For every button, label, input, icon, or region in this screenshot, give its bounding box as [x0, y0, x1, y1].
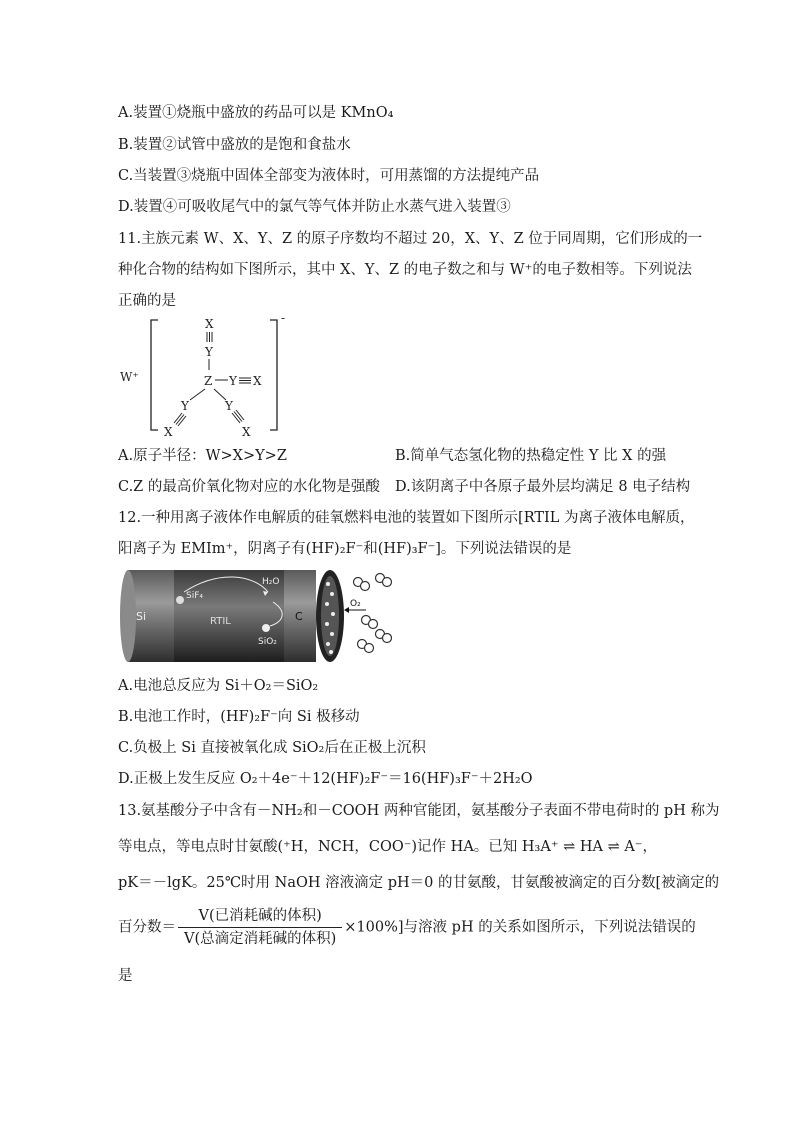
q12-option-b: B.电池工作时，(HF)₂F⁻向 Si 极移动	[118, 709, 360, 725]
q12-battery-figure	[118, 562, 408, 670]
q12-option-c: C.负极上 Si 直接被氧化成 SiO₂后在正极上沉积	[118, 740, 426, 756]
q12-fig-sio2: SiO₂	[258, 637, 277, 647]
q11-option-b: B.简单气态氢化物的热稳定性 Y 比 X 的强	[395, 448, 667, 464]
q12-fig-h2o: H₂O	[262, 577, 280, 587]
q11-fig-y-right: Y	[229, 374, 237, 388]
q13-line5: 是	[118, 968, 133, 984]
q13-line3: pK＝－lgK。25℃时用 NaOH 溶液滴定 pH＝0 的甘氨酸，甘氨酸被滴定的百分数[被滴定的	[118, 875, 720, 891]
q12-fig-sif4-molecule	[176, 596, 184, 604]
q11-fig-cation: W⁺	[120, 370, 139, 384]
q12-stem-line1: 12.一种用离子液体作电解质的硅氧燃料电池的装置如下图所示[RTIL 为离子液体电解质，	[118, 510, 695, 526]
q11-fig-x-right: X	[253, 374, 262, 388]
q13-line2: 等电点，等电点时甘氨酸(⁺H，NCH，COO⁻)记作 HA。已知 H₃A⁺ ⇌ HA ⇌ A⁻，	[118, 839, 657, 855]
q12-stem-line2: 阳离子为 EMIm⁺，阴离子有(HF)₂F⁻和(HF)₃F⁻]。下列说法错误的是	[118, 541, 572, 557]
q10-option-a: A.装置①烧瓶中盛放的药品可以是 KMnO₄	[118, 105, 394, 121]
q11-fig-y-lower-right: Y	[225, 399, 233, 413]
q13-line4-prefix: 百分数＝	[118, 919, 176, 936]
q12-fig-rtil: RTIL	[210, 616, 231, 627]
q11-fig-y-top: Y	[205, 345, 213, 359]
q11-fig-z: Z	[204, 374, 213, 388]
q13-fraction-denominator: V(总滴定消耗碱的体积)	[184, 931, 337, 947]
q13-line4	[118, 906, 696, 949]
q12-option-a: A.电池总反应为 Si＋O₂＝SiO₂	[118, 678, 319, 694]
q11-fig-y-left: Y	[181, 399, 189, 413]
q11-stem-line2: 种化合物的结构如下图所示，其中 X、Y、Z 的电子数之和与 W⁺的电子数相等。下列说法	[118, 262, 692, 278]
q12-fig-o2: O₂	[350, 599, 361, 609]
q11-fig-x-lower-right: X	[242, 425, 251, 439]
q10-option-d: D.装置④可吸收尾气中的氯气等气体并防止水蒸气进入装置③	[118, 199, 511, 215]
q12-fig-sif4: SiF₄	[186, 591, 203, 601]
q13-line4-suffix: ×100%]与溶液 pH 的关系如图所示，下列说法错误的	[344, 919, 696, 936]
q12-fig-c: C	[295, 610, 303, 623]
q13-line1: 13.氨基酸分子中含有－NH₂和－COOH 两种官能团，氨基酸分子表面不带电荷时的 pH 称为	[118, 803, 720, 819]
q11-structure-figure	[118, 312, 298, 440]
q13-fraction	[178, 906, 342, 949]
q10-option-c: C.当装置③烧瓶中固体全部变为液体时，可用蒸馏的方法提纯产品	[118, 168, 540, 184]
q11-fig-charge: -	[281, 312, 286, 325]
q11-stem-line3: 正确的是	[118, 293, 176, 309]
q11-option-d: D.该阴离子中各原子最外层均满足 8 电子结构	[395, 479, 691, 495]
q10-option-b: B.装置②试管中盛放的是饱和食盐水	[118, 137, 351, 153]
q11-fig-x-top: X	[205, 317, 214, 331]
q12-option-d: D.正极上发生反应 O₂＋4e⁻＋12(HF)₂F⁻＝16(HF)₃F⁻＋2H₂O	[118, 771, 533, 787]
q12-fig-si: Si	[136, 610, 147, 623]
q12-fig-sio2-molecule	[262, 624, 270, 632]
q11-fig-x-left: X	[164, 425, 173, 439]
q11-option-c: C.Z 的最高价氧化物对应的水化物是强酸	[118, 479, 380, 495]
q11-stem-line1: 11.主族元素 W、X、Y、Z 的原子序数均不超过 20，X、Y、Z 位于同周期，它们形成的一	[118, 231, 703, 247]
q13-fraction-numerator: V(已消耗碱的体积)	[178, 906, 342, 928]
q11-option-a: A.原子半径：W>X>Y>Z	[118, 448, 287, 464]
